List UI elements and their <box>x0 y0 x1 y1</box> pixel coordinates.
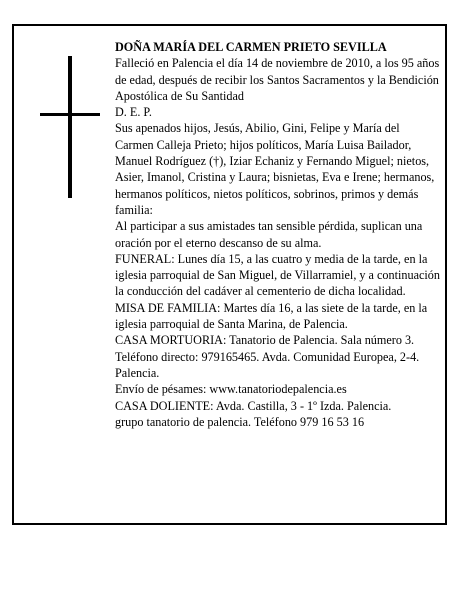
cross-vertical-bar <box>68 56 72 198</box>
deceased-name: DOÑA MARÍA DEL CARMEN PRIETO SEVILLA <box>115 40 387 54</box>
funeral-group-phone: grupo tanatorio de palencia. Teléfono 979 16 53 16 <box>115 414 365 429</box>
funeral-home-details: CASA MORTUORIA: Tanatorio de Palencia. Sala número 3. Teléfono directo: 979165465. Avda. Comunidad Europea, 2-4. Palencia. <box>115 333 420 380</box>
prayer-request: Al participar a sus amistades tan sensible pérdida, suplican una oración por el eterno descanso de su alma. <box>115 219 423 250</box>
funeral-details: FUNERAL: Lunes día 15, a las cuatro y media de la tarde, en la iglesia parroquial de San Miguel, de Villarramiel, y a continuación la conducción del cadáver al cementerio de dicha localidad. <box>115 251 440 299</box>
family-list: Sus apenados hijos, Jesús, Abilio, Gini, Felipe y María del Carmen Calleja Prieto; hijos políticos, María Luisa Bailador, Manuel Rodríguez (†), Iziar Echaniz y Fernando Miguel; nietos, Asier, Imanol, Cristina y Laura; bisnietas, Eva e Irene; hermanos, hermanos políticos, nietos políticos, sobrinos, primos y demás familia: <box>115 121 435 217</box>
family-mass-details: MISA DE FAMILIA: Martes día 16, a las siete de la tarde, en la iglesia parroquial de Santa Marina, de Palencia. <box>115 300 428 332</box>
cross-icon <box>40 56 100 198</box>
condolences-website: Envío de pésames: www.tanatoriodepalencia.es <box>115 382 347 397</box>
cross-horizontal-bar <box>40 113 100 116</box>
death-announcement: Falleció en Palencia el día 14 de noviembre de 2010, a los 95 años de edad, después de recibir los Santos Sacramentos y la Bendición Apostólica de Su Santidad <box>115 56 440 103</box>
obituary-notice <box>12 24 447 525</box>
rip-abbreviation: D. E. P. <box>115 105 152 120</box>
family-home-address: CASA DOLIENTE: Avda. Castilla, 3 - 1º Izda. Palencia. <box>115 398 392 413</box>
obituary-text <box>115 39 441 430</box>
